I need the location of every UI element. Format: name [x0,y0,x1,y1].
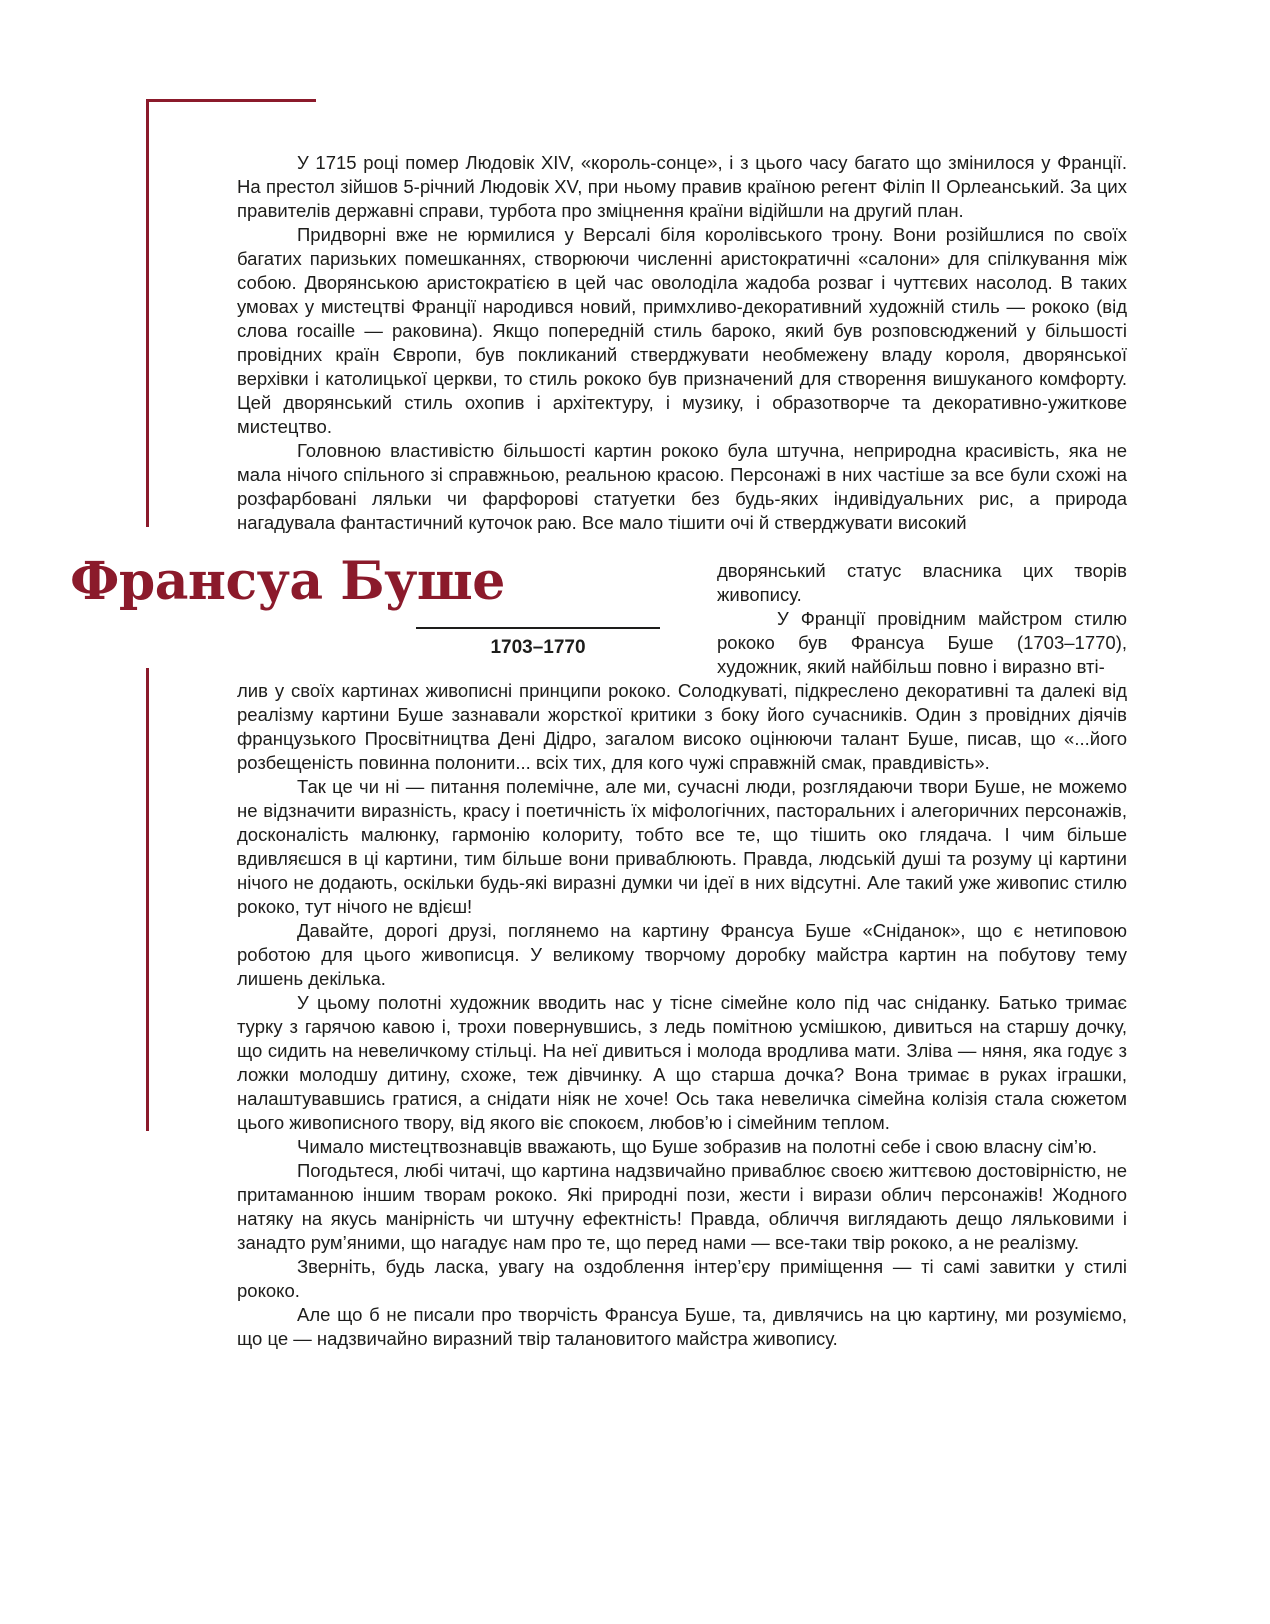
paragraph-continuation: дворянський статус власника цих творів живопису. [717,560,1127,605]
paragraph: Але що б не писали про творчість Франсуа Буше, та, дивлячись на цю картину, ми розуміємо, що це — надзвичайно виразний твір талановитого майстра живопису. [237,1304,1127,1349]
decorative-bracket-top [146,99,316,102]
paragraph: Зверніть, будь ласка, увагу на оздоблення інтер’єру приміщення — ті самі завитки у стилі рококо. [237,1256,1127,1301]
artist-name-heading: Франсуа Буше [70,551,505,612]
article-text-side [717,559,1127,679]
paragraph: У цьому полотні художник вводить нас у тісне сімейне коло під час сніданку. Батько тримає турку з гарячою кавою і, трохи повернувшись, з ледь помітною усмішкою, дивиться на старшу дочку, що сидить на невеличкому стільці. На неї дивиться і молода вродлива мати. Зліва — няня, яка годує з ложки молодшу дитину, схоже, теж дівчинку. А що старша дочка? Вона тримає в руках іграшки, налаштувавшись гратися, а снідати ніяк не хоче! Ось така невеличка сімейна колізія стала сюжетом цього живописного твору, від якого віє спокоєм, любов’ю і сімейним теплом. [237,992,1127,1133]
paragraph: Головною властивістю більшості картин рококо була штучна, неприродна красивість, яка не мала нічого спільного зі справжньою, реальною красою. Персонажі в них частіше за все були схожі на розфарбовані ляльки чи фарфорові статуетки без будь-яких індивідуальних рис, а природа нагадувала фантастичний куточок раю. Все мало тішити очі й стверджувати високий [237,440,1127,533]
paragraph: Давайте, дорогі друзі, поглянемо на картину Франсуа Буше «Сніданок», що є нетиповою роботою для цього живописця. У великому творчому доробку майстра картин на побутову тему лишень декілька. [237,920,1127,989]
decorative-bracket-upper [146,99,149,527]
paragraph: У 1715 році помер Людовік XIV, «король-сонце», і з цього часу багато що змінилося у Франції. На престол зійшов 5-річний Людовік XV, при ньому правив країною регент Філіп II Орлеанський. За цих правителів державні справи, турбота про зміцнення країни відійшли на другий план. [237,152,1127,221]
heading-divider [416,627,660,629]
artist-life-years: 1703–1770 [490,637,586,658]
paragraph: У Франції провідним майстром стилю рококо був Франсуа Буше (1703–1770), художник, який найбільш повно і виразно вті- [717,608,1127,677]
paragraph: Чимало мистецтвознавців вважають, що Буше зобразив на полотні себе і свою власну сім’ю. [297,1136,1097,1157]
paragraph: Так це чи ні — питання полемічне, але ми, сучасні люди, розглядаючи твори Буше, не можемо не відзначити виразність, красу і поетичність їх міфологічних, пасторальних і алегоричних персонажів, досконалість малюнку, гармонію колориту, тобто все те, що тішить око глядача. І чим більше вдивляєшся в ці картини, тим більше вони приваблюють. Правда, людській душі та розуму ці картини нічого не додають, оскільки будь-які виразні думки чи ідеї в них відсутні. Але такий уже живопис стилю рококо, тут нічого не вдієш! [237,776,1127,917]
article-text-lower [237,679,1127,1351]
decorative-bracket-lower [146,668,149,1131]
article-text-upper [237,151,1127,535]
paragraph: Придворні вже не юрмилися у Версалі біля королівського трону. Вони розійшлися по своїх багатих паризьких помешканнях, створюючи численні аристократичні «салони» для спілкування між собою. Дворянською аристократією в цей час оволоділа жадоба розваг і чуттєвих насолод. В таких умовах у мистецтві Франції народився новий, примхливо-декоративний художній стиль — рококо (від слова rocaille — раковина). Якщо попередній стиль бароко, який був розповсюджений у більшості провідних країн Європи, був покликаний стверджувати необмежену владу короля, дворянської верхівки і католицької церкви, то стиль рококо був призначений для створення вишуканого комфорту. Цей дворянський стиль охопив і архітектуру, і музику, і образотворче та декоративно-ужиткове мистецтво. [237,224,1127,437]
paragraph: Погодьтеся, любі читачі, що картина надзвичайно приваблює своєю життєвою достовірністю, не притаманною іншим творам рококо. Які природні пози, жести і вирази облич персонажів! Жодного натяку на якусь манірність чи штучну ефектність! Правда, обличчя виглядають дещо ляльковими і занадто рум’яними, що нагадує нам про те, що перед нами — все-таки твір рококо, а не реалізму. [237,1160,1127,1253]
paragraph-continuation: лив у своїх картинах живописні принципи рококо. Солодкуваті, підкреслено декоративні та далекі від реалізму картини Буше зазнавали жорсткої критики з боку його сучасників. Один з провідних діячів французького Просвітництва Дені Дідро, загалом високо оцінюючи талант Буше, писав, що «...його розбещеність повинна полонити... всіх тих, для кого чужі справжній смак, правдивість». [237,680,1127,773]
